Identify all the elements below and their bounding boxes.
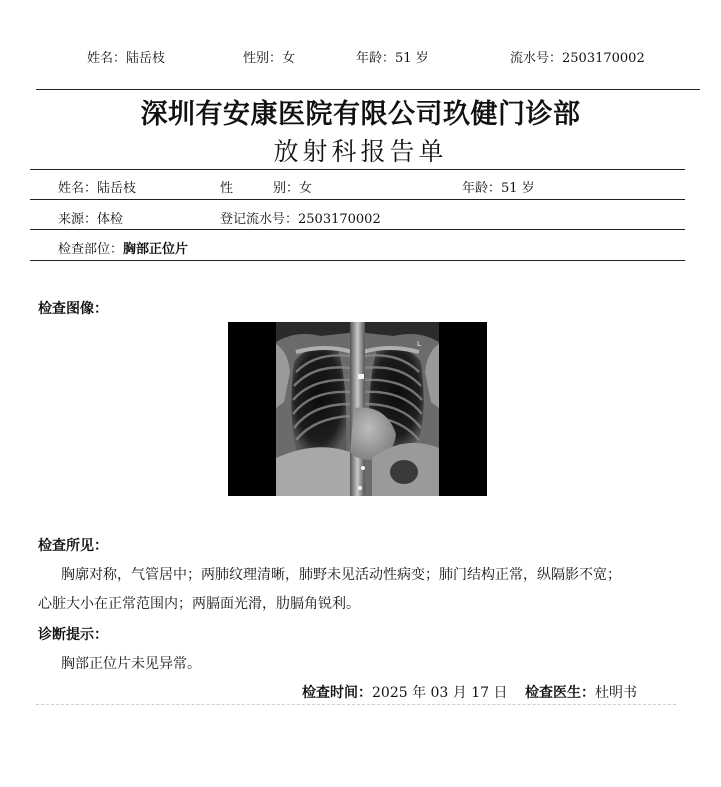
info-rule-1 bbox=[30, 199, 685, 200]
patient-name: 姓名：陆岳枝 bbox=[58, 181, 137, 196]
info-rule-top bbox=[30, 169, 685, 170]
diagnosis-heading: 诊断提示： bbox=[38, 627, 108, 643]
patient-source: 来源：体检 bbox=[58, 212, 124, 227]
exam-part bbox=[58, 238, 188, 257]
diagnosis-text: 胸部正位片未见异常。 bbox=[61, 656, 201, 672]
xray-film bbox=[276, 322, 439, 496]
info-rule-bottom bbox=[30, 260, 685, 261]
info-rule-2 bbox=[30, 229, 685, 230]
findings-line-2: 心脏大小在正常范围内；两膈面光滑，肋膈角锐利。 bbox=[38, 596, 360, 612]
exam-doctor-value: 杜明书 bbox=[595, 685, 637, 701]
footer-dashed-rule bbox=[36, 704, 676, 705]
image-section-heading: 检查图像： bbox=[38, 301, 108, 317]
exam-time bbox=[302, 682, 508, 702]
register-serial: 登记流水号：2503170002 bbox=[220, 212, 381, 227]
patient-age: 年龄：51 岁 bbox=[462, 181, 535, 196]
exam-doctor bbox=[525, 682, 637, 702]
header-patient-name: 姓名：陆岳枝 bbox=[87, 51, 166, 66]
xray-drawing bbox=[276, 322, 439, 496]
chest-xray-image bbox=[228, 322, 487, 496]
exam-part-value: 胸部正位片 bbox=[123, 242, 189, 257]
findings-heading: 检查所见： bbox=[38, 538, 108, 554]
xray-side-marker: L bbox=[417, 340, 421, 348]
header-serial-number: 流水号：2503170002 bbox=[510, 51, 645, 66]
header-age: 年龄：51 岁 bbox=[356, 51, 429, 66]
exam-part-key: 检查部位： bbox=[58, 242, 124, 257]
exam-time-value: 2025 年 03 月 17 日 bbox=[372, 685, 508, 701]
patient-sex-key: 性 bbox=[220, 181, 234, 196]
header-rule bbox=[36, 89, 700, 90]
report-title: 放射科报告单 bbox=[273, 137, 448, 166]
hospital-name: 深圳有安康医院有限公司玖健门诊部 bbox=[140, 99, 581, 130]
exam-time-key: 检查时间： bbox=[302, 685, 372, 701]
patient-sex: 别：女 bbox=[273, 181, 313, 196]
findings-line-1: 胸廓对称，气管居中；两肺纹理清晰，肺野未见活动性病变；肺门结构正常，纵隔影不宽； bbox=[61, 567, 621, 583]
header-sex: 性别：女 bbox=[243, 51, 296, 66]
exam-doctor-key: 检查医生： bbox=[525, 685, 595, 701]
